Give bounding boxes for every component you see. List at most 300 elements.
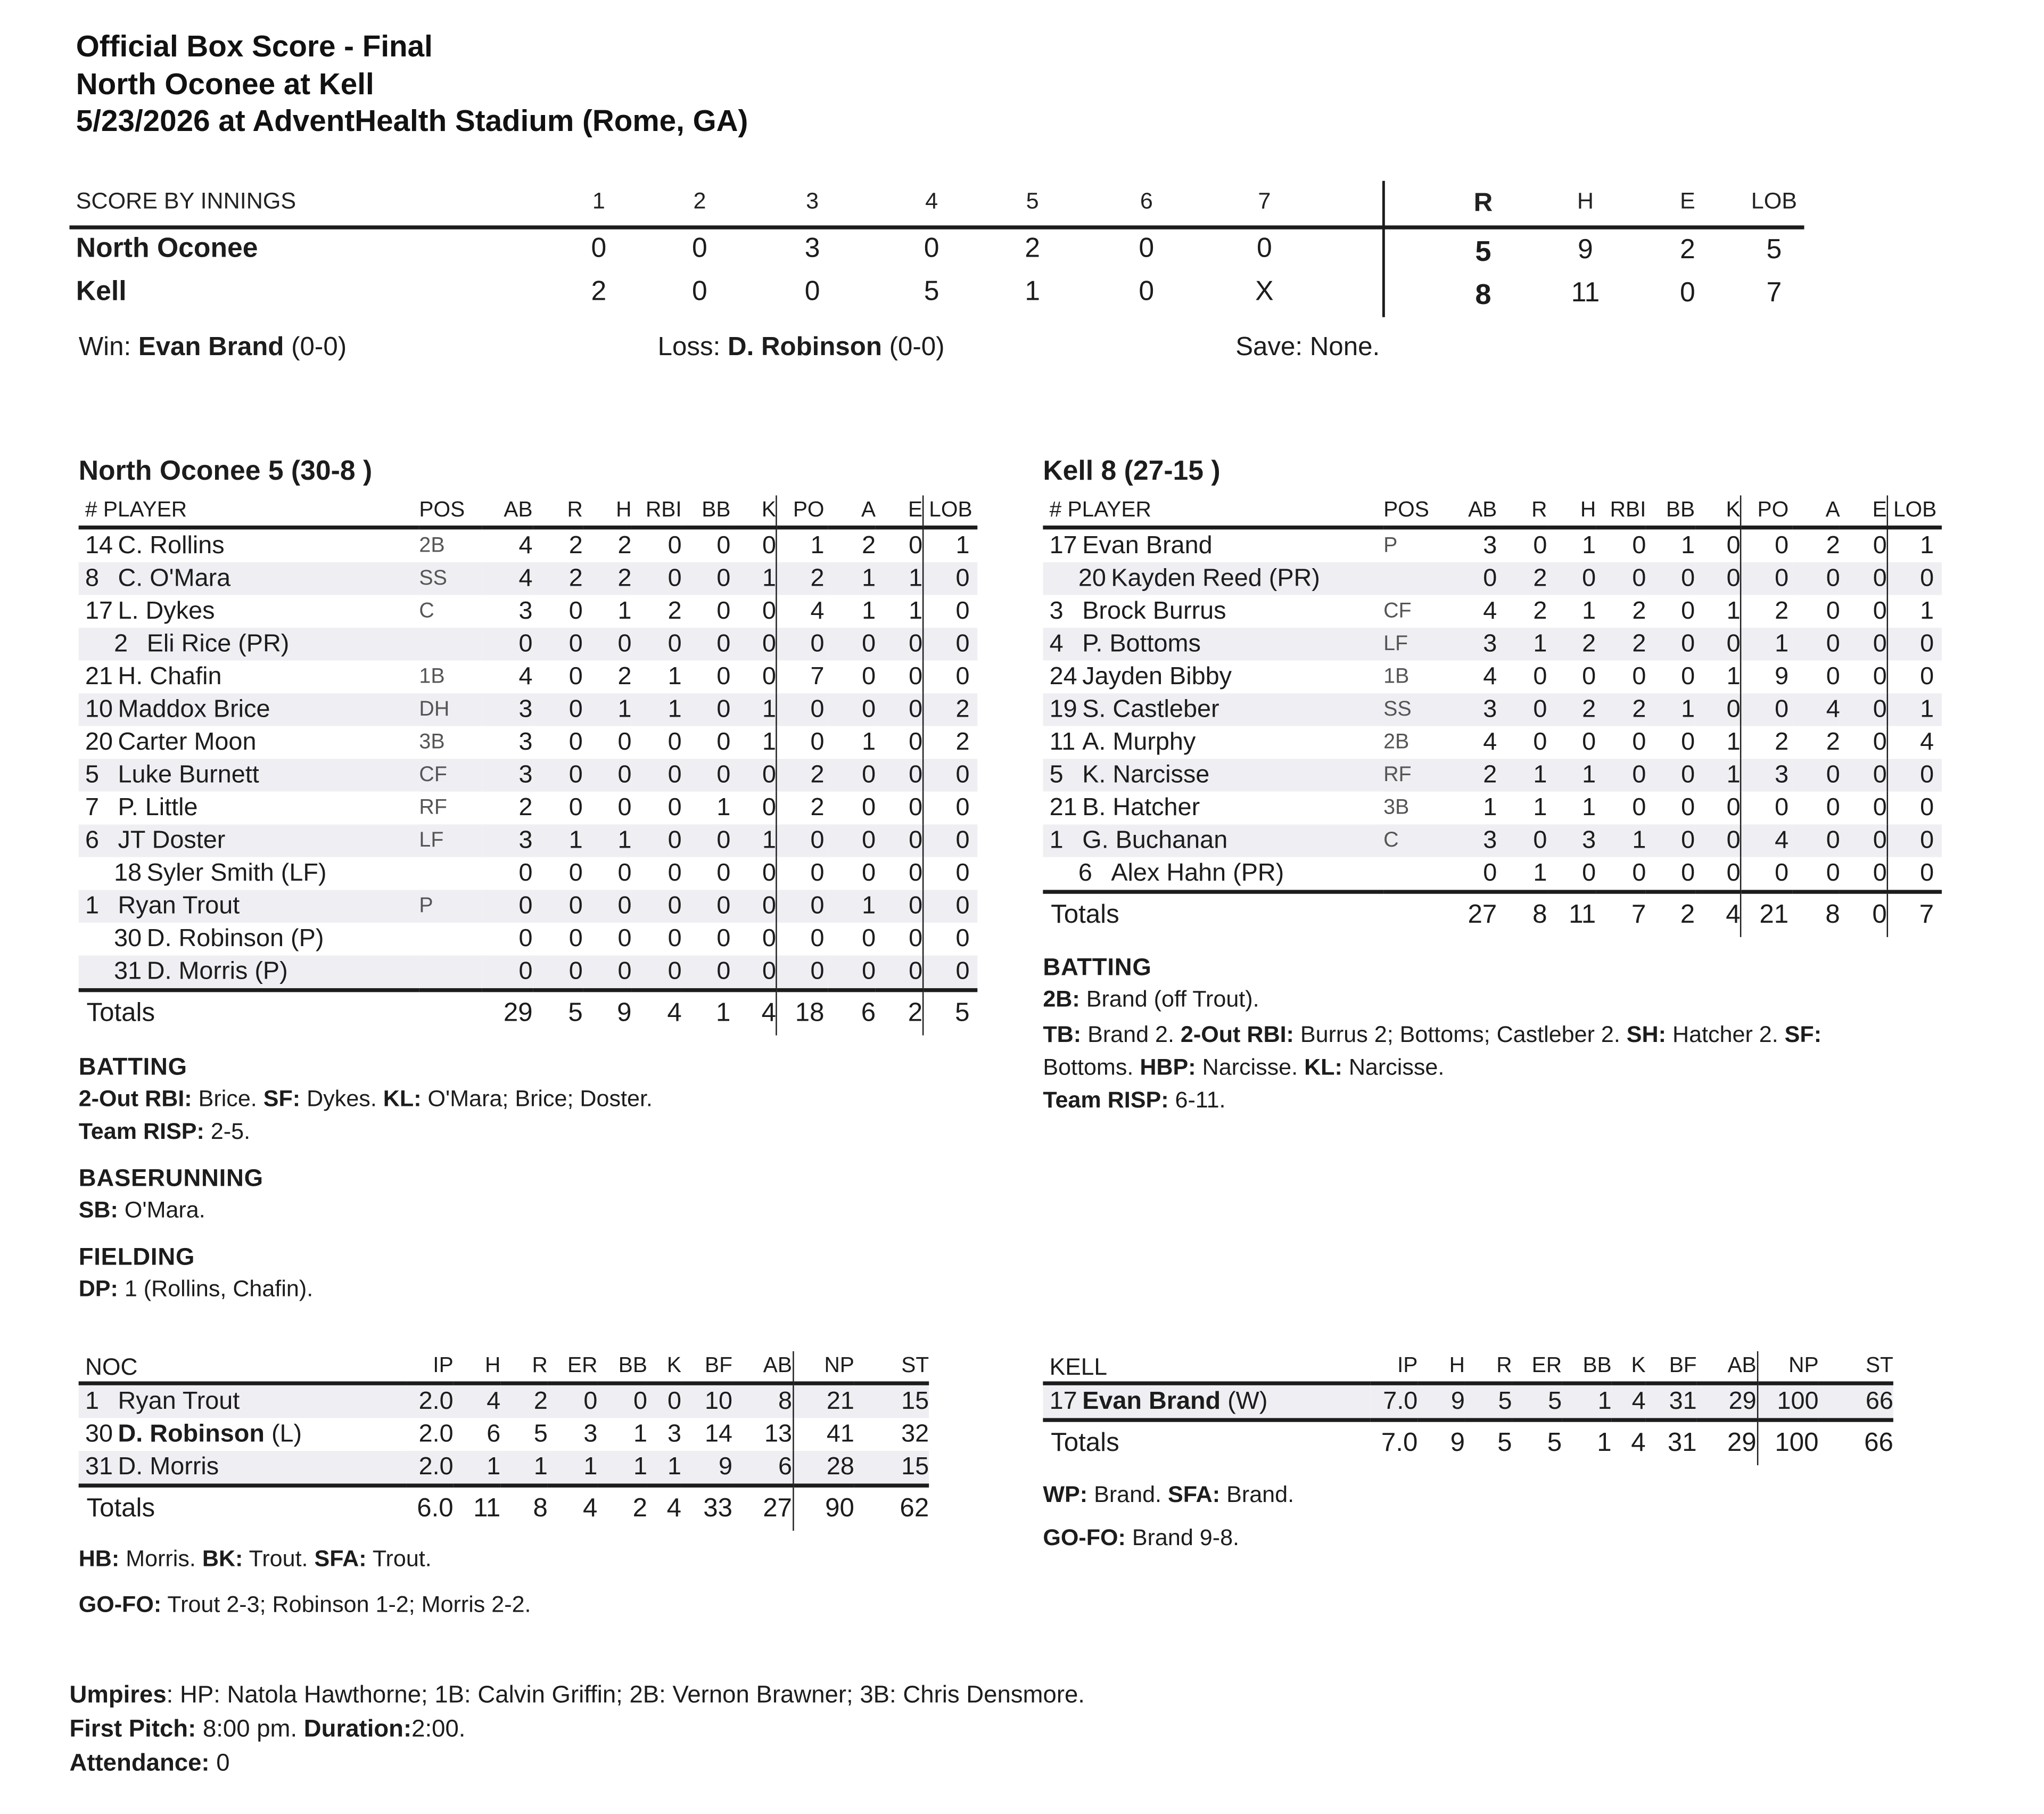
position: 3B	[1383, 797, 1410, 819]
jersey-number: 21	[85, 663, 113, 691]
position: 2B	[419, 535, 445, 557]
stat-cell: 1	[923, 528, 977, 562]
pitcher-row	[1043, 1383, 1893, 1420]
col-header: ST	[1819, 1351, 1893, 1383]
player-cell	[79, 824, 419, 857]
stat-cell: 0	[1695, 693, 1741, 726]
stat-cell: 0	[762, 859, 776, 888]
stat-cell: 4	[1483, 728, 1497, 757]
position: P	[1383, 535, 1398, 557]
stat-cell: 0	[533, 693, 583, 726]
player-row	[79, 628, 978, 661]
pitcher-decision: (W)	[1221, 1388, 1268, 1416]
player-name: P. Little	[118, 794, 198, 822]
position: CF	[1383, 600, 1412, 623]
stat-cell: 0	[1596, 759, 1646, 792]
stat-cell: 0	[862, 859, 876, 888]
total-stat: 7	[1888, 892, 1942, 937]
totals-row	[1043, 1420, 1893, 1465]
player-name: Carter Moon	[118, 728, 257, 757]
stat-cell: 0	[828, 759, 876, 792]
position: SS	[419, 562, 482, 595]
player-row	[79, 923, 978, 956]
stat-cell: 1	[1888, 528, 1942, 562]
stat-cell: 7	[777, 661, 828, 694]
inning-runs: 0	[692, 233, 707, 264]
away-batting-table	[79, 495, 978, 1035]
stat-cell: 0	[1873, 597, 1887, 626]
stat-cell: 0	[632, 562, 682, 595]
position: LF	[1383, 628, 1447, 661]
jersey-number: 17	[1049, 1388, 1077, 1416]
stat-cell: 29	[1697, 1383, 1757, 1420]
stat-cell: 1	[1582, 532, 1596, 560]
stat-cell: 0	[762, 532, 776, 560]
col-header: BB	[597, 1351, 647, 1383]
col-header: BB	[682, 495, 731, 527]
stat-cell: 0	[923, 661, 977, 694]
position: C	[419, 600, 434, 623]
col-header: ER	[548, 1351, 598, 1383]
col-header: BB	[1646, 495, 1695, 527]
stat-cell: 3	[482, 759, 532, 792]
stat-cell: 4	[1483, 663, 1497, 691]
stat-cell: 0	[762, 663, 776, 691]
stat-cell: 0	[1596, 562, 1646, 595]
stat-cell: 0	[1741, 792, 1793, 825]
player-name: JT Doster	[118, 827, 226, 855]
stat-cell: 2.0	[406, 1451, 454, 1485]
inning-header: 7	[1258, 187, 1271, 214]
stat-cell: 2	[1596, 693, 1646, 726]
away-baserunning-notes: BASERUNNING SB: O'Mara.	[78, 1163, 263, 1223]
stat-cell: 1	[716, 794, 731, 822]
team-total: 8	[1475, 277, 1491, 311]
player-name: D. Morris (P)	[146, 958, 288, 986]
stat-cell: 0	[1632, 728, 1646, 757]
stat-cell: 0	[909, 859, 923, 888]
position: LF	[419, 824, 482, 857]
jersey-number: 2	[114, 630, 128, 658]
stat-cell: 0	[1793, 562, 1840, 595]
total-stat: 5	[533, 990, 583, 1036]
stat-cell: 1	[583, 693, 632, 726]
total-stat: 6	[828, 990, 876, 1036]
jersey-number: 19	[1049, 696, 1077, 724]
total-stat: 8	[500, 1485, 548, 1531]
total-stat: 4	[548, 1485, 598, 1531]
stat-cell: 0	[1826, 663, 1840, 691]
total-stat: 1	[1562, 1420, 1612, 1465]
stat-cell: 0	[482, 628, 532, 661]
stat-cell: 0	[1695, 628, 1741, 661]
total-stat: 9	[583, 990, 632, 1036]
player-row	[79, 661, 978, 694]
total-header-lob: LOB	[1751, 187, 1797, 214]
stat-cell: 31	[1646, 1383, 1697, 1420]
stat-cell: 2	[862, 532, 876, 560]
stat-cell: 0	[1888, 792, 1942, 825]
stat-cell: 0	[716, 597, 731, 626]
player-row	[79, 824, 978, 857]
stat-cell: 0	[583, 890, 632, 923]
stat-cell: 0	[682, 693, 731, 726]
stat-cell: 3	[1483, 532, 1497, 560]
stat-cell: 66	[1819, 1383, 1893, 1420]
pitcher-cell	[79, 1418, 406, 1451]
stat-cell: 9	[681, 1451, 732, 1485]
col-header: NP	[793, 1351, 854, 1383]
total-stat: 1	[682, 990, 731, 1036]
team-total: 5	[1766, 234, 1782, 265]
total-stat: 21	[1741, 892, 1793, 937]
position	[419, 923, 482, 956]
pitcher-name: Ryan Trout	[118, 1388, 240, 1416]
stat-cell: 0	[667, 728, 682, 757]
total-stat: 27	[1447, 892, 1497, 937]
position	[1383, 857, 1447, 892]
position: 1B	[419, 666, 445, 688]
col-header: IP	[406, 1351, 454, 1383]
stat-cell: 0	[923, 628, 977, 661]
player-cell	[1043, 595, 1383, 628]
stat-cell: 1	[548, 1451, 598, 1485]
stat-cell: 0	[1873, 859, 1887, 888]
stat-cell: 3	[518, 597, 533, 626]
stat-cell: 0	[716, 532, 731, 560]
stat-cell: 4	[1483, 597, 1497, 626]
stat-cell: 4	[777, 595, 828, 628]
stat-cell: 0	[1726, 532, 1741, 560]
stat-cell: 0	[647, 1383, 681, 1418]
stat-cell: 3	[1447, 693, 1497, 726]
stat-cell: 4	[518, 532, 533, 560]
col-header: PO	[777, 495, 828, 527]
stat-cell: 2	[617, 663, 632, 691]
player-cell	[79, 661, 419, 694]
player-cell	[1043, 661, 1383, 694]
totals-label: Totals	[1043, 1420, 1370, 1465]
batting-header-row	[1043, 495, 1942, 527]
position: RF	[1383, 759, 1447, 792]
game-footer	[69, 1678, 1085, 1780]
player-row	[1043, 595, 1942, 628]
player-name: Eli Rice (PR)	[146, 630, 290, 658]
jersey-number: 11	[1049, 728, 1076, 757]
jersey-number: 20	[85, 728, 113, 757]
stat-cell: 0	[762, 794, 776, 822]
stat-cell: 0	[568, 859, 583, 888]
stat-cell: 4	[1793, 693, 1840, 726]
player-name: B. Hatcher	[1082, 794, 1200, 822]
stat-cell: 0	[1547, 562, 1596, 595]
stat-cell: 1	[828, 890, 876, 923]
stat-cell: 0	[1741, 562, 1793, 595]
col-header: RBI	[632, 495, 682, 527]
col-header: PO	[1741, 495, 1793, 527]
pitcher-row	[79, 1383, 929, 1418]
inning-header: 4	[925, 187, 938, 214]
stat-cell: 0	[1888, 661, 1942, 694]
player-row	[79, 759, 978, 792]
stat-cell: 0	[777, 923, 828, 956]
stat-cell: 0	[482, 890, 532, 923]
stat-cell: 1	[1646, 693, 1695, 726]
team-total: 7	[1766, 277, 1782, 308]
inning-runs: 0	[924, 233, 939, 264]
stat-cell: 2	[1826, 728, 1840, 757]
position: SS	[1383, 693, 1447, 726]
player-cell	[79, 628, 419, 661]
stat-cell: 0	[1840, 693, 1888, 726]
total-stat: 31	[1646, 1420, 1697, 1465]
player-cell	[1043, 562, 1383, 595]
stat-cell: 2	[1533, 597, 1547, 626]
stat-cell: 0	[1840, 824, 1888, 857]
stat-cell: 0	[1695, 562, 1741, 595]
stat-cell: 0	[1826, 597, 1840, 626]
stat-cell: 0	[716, 728, 731, 757]
player-row	[1043, 759, 1942, 792]
stat-cell: 0	[777, 955, 828, 990]
col-header: K	[1612, 1351, 1646, 1383]
stat-cell: 1	[1596, 824, 1646, 857]
team-total: 11	[1571, 277, 1600, 308]
player-name: P. Bottoms	[1082, 630, 1201, 658]
stat-cell: 0	[583, 759, 632, 792]
stat-cell: 0	[1888, 857, 1942, 892]
stat-cell: 0	[777, 726, 828, 759]
total-stat: 8	[1793, 892, 1840, 937]
stat-cell: 0	[1533, 728, 1547, 757]
stat-cell: 2	[777, 562, 828, 595]
stat-cell: 0	[1840, 628, 1888, 661]
stat-cell: 2	[1632, 597, 1646, 626]
col-header: H	[1547, 495, 1596, 527]
player-row	[79, 857, 978, 890]
inning-runs: 2	[591, 276, 607, 307]
inning-runs: 3	[804, 233, 820, 264]
stat-cell: 0	[716, 925, 731, 953]
player-cell	[79, 528, 419, 562]
stat-cell: 0	[568, 663, 583, 691]
position	[419, 955, 482, 990]
total-header-h: H	[1577, 187, 1594, 214]
stat-cell: 1	[583, 824, 632, 857]
stat-cell: 28	[793, 1451, 854, 1485]
stat-cell: 6	[487, 1421, 501, 1448]
total-stat: 4	[632, 990, 682, 1036]
totals-row	[79, 1485, 929, 1531]
col-header: E	[876, 495, 923, 527]
stat-cell: 0	[632, 955, 682, 990]
jersey-number: 6	[85, 827, 100, 855]
stat-cell: 0	[1726, 794, 1741, 822]
stat-cell: 0	[1681, 597, 1695, 626]
home-pitching-notes: WP: Brand. SFA: Brand. GO-FO: Brand 9-8.	[1043, 1481, 1295, 1550]
pitcher-name: D. Morris	[118, 1453, 219, 1481]
stat-cell: 0	[923, 824, 977, 857]
stat-cell: 0	[1582, 663, 1596, 691]
stat-cell: 14	[704, 1421, 732, 1448]
player-row	[79, 792, 978, 825]
stat-cell: 1	[1726, 597, 1741, 626]
inning-header: 6	[1140, 187, 1153, 214]
total-stat: 4	[647, 1485, 681, 1531]
col-header: H	[454, 1351, 501, 1383]
stat-cell: 2	[583, 562, 632, 595]
stat-cell: 1	[1483, 794, 1497, 822]
stat-cell: 1	[909, 597, 923, 626]
stat-cell: 0	[828, 824, 876, 857]
col-header: ER	[1512, 1351, 1562, 1383]
stat-cell: 3	[518, 728, 533, 757]
stat-cell: 0	[1873, 663, 1887, 691]
first-pitch-line: First Pitch: 8:00 pm. Duration:2:00.	[69, 1714, 466, 1742]
stat-cell: 0	[1873, 728, 1887, 757]
home-batting-notes: BATTING 2B: Brand (off Trout). TB: Brand 2. 2-Out RBI: Burrus 2; Bottoms; Castleber 2. SH: Hatcher 2. SF: Bottoms. HBP: Narcisse. KL: Narcisse. Team RISP: 6-11.	[1043, 953, 1822, 1113]
stat-cell: 0	[667, 794, 682, 822]
stat-cell: 2	[667, 597, 682, 626]
inning-runs: 1	[1025, 276, 1041, 307]
player-row	[79, 955, 978, 990]
stat-cell: 1	[597, 1451, 647, 1485]
stat-cell: 0	[730, 759, 777, 792]
pitching-team-label: NOC	[79, 1351, 406, 1383]
stat-cell: 0	[568, 925, 583, 953]
stat-cell: 1	[828, 562, 876, 595]
total-stat: 5	[1512, 1420, 1562, 1465]
player-row	[1043, 824, 1942, 857]
col-header: BB	[1562, 1351, 1612, 1383]
stat-cell: 2.0	[418, 1421, 454, 1448]
stat-cell: 0	[1793, 628, 1840, 661]
position: 1B	[1383, 666, 1410, 688]
stat-cell: 0	[923, 923, 977, 956]
total-stat: 11	[454, 1485, 501, 1531]
stat-cell: 0	[777, 693, 828, 726]
linescore-team-name: Kell	[76, 276, 127, 307]
inning-runs: 0	[804, 276, 820, 307]
stat-cell: 0	[617, 859, 632, 888]
stat-cell: 0	[828, 955, 876, 990]
stat-cell: 0	[1741, 528, 1793, 562]
jersey-number: 14	[85, 532, 113, 560]
stat-cell: 2	[568, 532, 583, 560]
stat-cell: 0	[1447, 562, 1497, 595]
total-stat: 2	[597, 1485, 647, 1531]
stat-cell: 0	[1741, 857, 1793, 892]
stat-cell: 0	[923, 759, 977, 792]
total-stat: 18	[777, 990, 828, 1036]
stat-cell: 4	[1612, 1383, 1646, 1420]
stat-cell: 0	[1497, 824, 1547, 857]
stat-cell: 0	[682, 628, 731, 661]
col-header: AB	[1447, 495, 1497, 527]
stat-cell: 15	[854, 1383, 929, 1418]
stat-cell: 1	[1497, 759, 1547, 792]
stat-cell: 4	[518, 663, 533, 691]
inning-header: 2	[693, 187, 706, 214]
position: 3B	[419, 731, 445, 754]
stat-cell: 0	[923, 792, 977, 825]
stat-cell: 0	[1741, 693, 1793, 726]
player-cell	[1043, 792, 1383, 825]
total-stat: 29	[1697, 1420, 1757, 1465]
team-total: 2	[1680, 234, 1695, 265]
stat-cell: 2	[1826, 532, 1840, 560]
col-header: AB	[732, 1351, 793, 1383]
pitcher-row	[79, 1451, 929, 1485]
player-cell	[1043, 726, 1383, 759]
stat-cell: 7.0	[1371, 1383, 1418, 1420]
stat-cell: 4	[1888, 726, 1942, 759]
col-header: RBI	[1596, 495, 1646, 527]
stat-cell: 0	[518, 859, 533, 888]
player-cell	[79, 890, 419, 923]
team-total: 9	[1578, 234, 1593, 265]
linescore-team-name: North Oconee	[76, 233, 258, 264]
col-header: H	[583, 495, 632, 527]
jersey-number: 17	[1049, 532, 1077, 560]
stat-cell: 2	[617, 532, 632, 560]
stat-cell: 100	[1757, 1383, 1819, 1420]
inning-header: 5	[1026, 187, 1039, 214]
stat-cell: 0	[682, 955, 731, 990]
player-name: S. Castleber	[1082, 696, 1219, 724]
stat-cell: 1	[500, 1451, 548, 1485]
stat-cell: 0	[730, 955, 777, 990]
jersey-number: 3	[1049, 597, 1064, 626]
stat-cell: 1	[1582, 794, 1596, 822]
stat-cell: 3	[1741, 759, 1793, 792]
player-name: Maddox Brice	[118, 696, 270, 724]
stat-cell: 0	[876, 890, 923, 923]
pitcher-name: D. Robinson	[118, 1421, 265, 1448]
stat-cell: 0	[716, 859, 731, 888]
stat-cell: 3	[482, 693, 532, 726]
stat-cell: 2.0	[406, 1383, 454, 1418]
position: DH	[419, 693, 482, 726]
player-row	[1043, 628, 1942, 661]
stat-cell: 0	[777, 628, 828, 661]
stat-cell: 0	[1483, 859, 1497, 888]
date-venue-line: 5/23/2026 at AdventHealth Stadium (Rome, GA)	[76, 103, 748, 138]
pitching-header-row	[79, 1351, 929, 1383]
stat-cell: 0	[1888, 759, 1942, 792]
player-name: D. Robinson (P)	[146, 925, 324, 953]
loss-decision: Loss: D. Robinson (0-0)	[657, 333, 945, 362]
stat-cell: 0	[909, 663, 923, 691]
save-decision: Save: None.	[1235, 333, 1380, 362]
stat-cell: 1	[730, 824, 777, 857]
stat-cell: 0	[862, 663, 876, 691]
col-header: LOB	[923, 495, 977, 527]
player-row	[1043, 857, 1942, 892]
stat-cell: 1	[777, 528, 828, 562]
stat-cell: 3	[1447, 824, 1497, 857]
stat-cell: 0	[1646, 824, 1695, 857]
total-stat: 7.0	[1371, 1420, 1418, 1465]
player-row	[1043, 562, 1942, 595]
linescore-divider	[1382, 181, 1384, 317]
inning-runs: X	[1255, 276, 1274, 307]
stat-cell: 4	[482, 562, 532, 595]
total-stat: 4	[1695, 892, 1741, 937]
inning-header: 1	[592, 187, 605, 214]
total-stat: 9	[1417, 1420, 1465, 1465]
stat-cell: 3	[583, 1421, 598, 1448]
